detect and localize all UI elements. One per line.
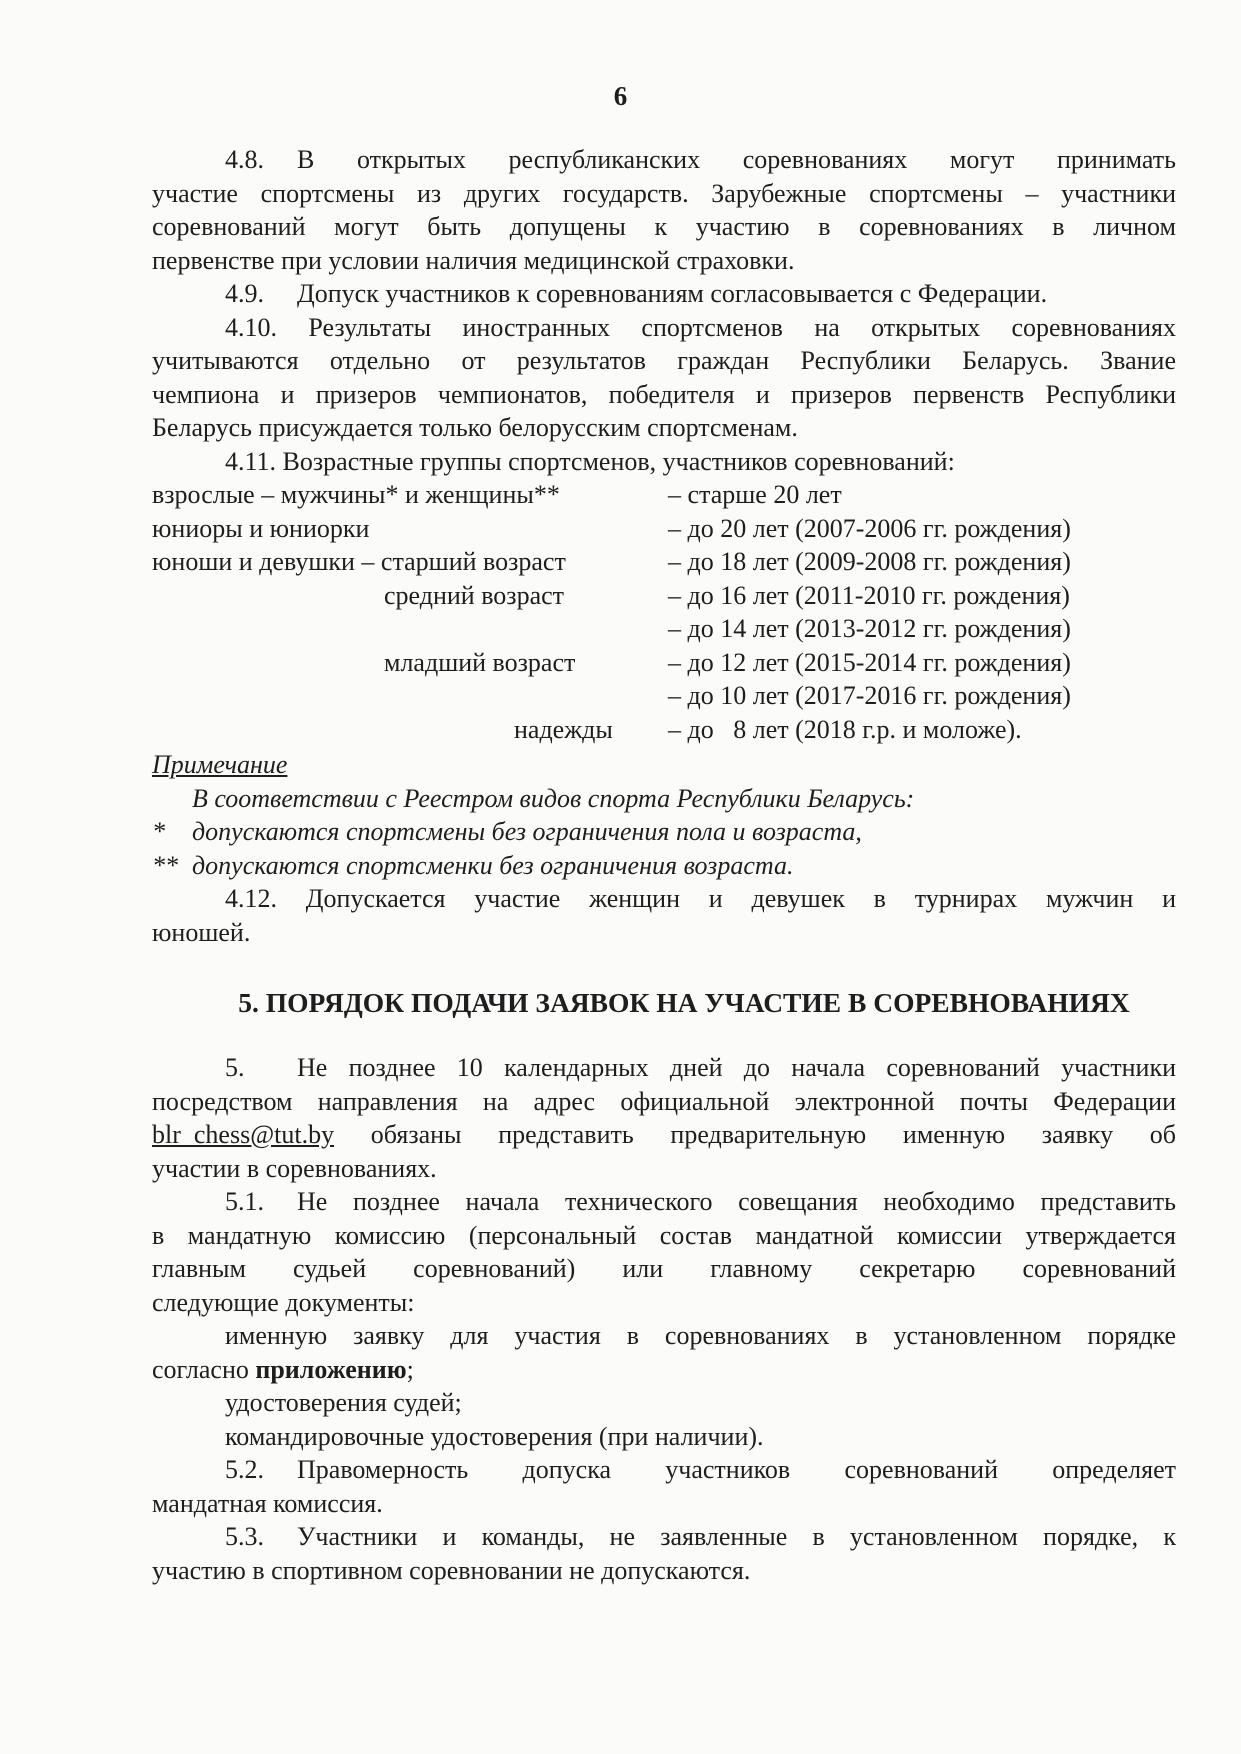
age-groups-table xyxy=(152,478,1176,746)
paragraph-5-1 xyxy=(152,1185,1176,1319)
note-item xyxy=(152,815,1176,849)
paragraph-line: участии в соревнованиях. xyxy=(152,1153,437,1183)
paragraph-number: 5.1. xyxy=(225,1187,264,1216)
age-group-range: – до 10 лет (2017-2016 гг. рождения) xyxy=(668,681,1071,710)
note-title: Примечание xyxy=(152,750,288,779)
document-body xyxy=(152,143,1176,1587)
note-text: допускаются спортсмены без ограничения пола и возраста, xyxy=(192,817,862,846)
section-heading: 5. ПОРЯДОК ПОДАЧИ ЗАЯВОК НА УЧАСТИЕ В СОРЕВНОВАНИЯХ xyxy=(238,987,1130,1018)
paragraph-number: 5. xyxy=(225,1053,245,1082)
paragraph-text: Не позднее начала технического совещания необходимо представить xyxy=(297,1187,1176,1216)
paragraph-number: 4.8. xyxy=(225,145,264,174)
age-group-range: – старше 20 лет xyxy=(668,480,842,509)
note-item xyxy=(152,849,1176,883)
paragraph-line: следующие документы: xyxy=(152,1287,415,1317)
paragraph-number: 5.3. xyxy=(225,1522,264,1551)
paragraph-4-10 xyxy=(152,311,1176,445)
paragraph-line: соревнований могут быть допущены к участию в соревнованиях в личном xyxy=(152,212,1176,241)
paragraph-line: 4.10. Результаты иностранных спортсменов на открытых соревнованиях xyxy=(225,312,1176,342)
paragraph-5-2 xyxy=(152,1453,1176,1520)
paragraph-line: 4.12. Допускается участие женщин и девушек в турнирах мужчин и xyxy=(225,884,1176,913)
paragraph-5 xyxy=(152,1051,1176,1185)
age-row xyxy=(152,646,1176,680)
paragraph-line: мандатная комиссия. xyxy=(152,1488,383,1518)
age-group-label: взрослые – мужчины* и женщины** xyxy=(152,480,560,509)
list-item-continuation xyxy=(152,1353,1176,1387)
age-group-label: средний возраст xyxy=(384,580,565,610)
list-text: согласно xyxy=(152,1354,256,1384)
age-group-range: – до 12 лет (2015-2014 гг. рождения) xyxy=(668,647,1071,677)
paragraph-line: чемпиона и призеров чемпионатов, победителя и призеров первенств Республики xyxy=(152,379,1176,409)
list-text: ; xyxy=(406,1354,414,1384)
paragraph-4-11: 4.11. Возрастные группы спортсменов, участников соревнований: xyxy=(225,446,955,476)
paragraph-line: первенстве при условии наличия медицинской страховки. xyxy=(152,245,795,275)
age-row xyxy=(152,545,1176,579)
list-item: командировочные удостоверения (при наличии). xyxy=(225,1421,764,1451)
age-group-range: – до 18 лет (2009-2008 гг. рождения) xyxy=(668,547,1071,576)
list-item: удостоверения судей; xyxy=(225,1388,462,1417)
paragraph-line: Беларусь присуждается только белорусским спортсменам. xyxy=(152,413,798,442)
age-row xyxy=(152,679,1176,713)
age-group-label: юниоры и юниорки xyxy=(152,513,370,543)
age-row xyxy=(152,512,1176,546)
paragraph-5-3 xyxy=(152,1520,1176,1587)
age-group-range: – до 20 лет (2007-2006 гг. рождения) xyxy=(668,513,1071,543)
paragraph-line: посредством направления на адрес официальной электронной почты Федерации xyxy=(152,1086,1176,1116)
paragraph-4-9 xyxy=(152,277,1176,311)
page-number: 6 xyxy=(613,81,628,111)
paragraph-text: обязаны представить предварительную именную заявку об xyxy=(334,1120,1176,1149)
age-group-range: – до 16 лет (2011-2010 гг. рождения) xyxy=(668,580,1070,610)
paragraph-text: Допуск участников к соревнованиям согласовывается с Федерации. xyxy=(297,279,1048,308)
age-group-range: – до 8 лет (2018 г.р. и моложе). xyxy=(668,714,1022,744)
paragraph-line: учитываются отдельно от результатов граждан Республики Беларусь. Звание xyxy=(152,346,1176,375)
paragraph-text: Не позднее 10 календарных дней до начала соревнований участники xyxy=(297,1053,1176,1082)
appendix-reference: приложению xyxy=(255,1354,407,1384)
age-row xyxy=(152,579,1176,613)
paragraph-4-8 xyxy=(152,143,1176,277)
note-marker: ** xyxy=(152,850,178,880)
age-row xyxy=(152,713,1176,747)
note-block xyxy=(152,748,1176,882)
age-group-label: юноши и девушки – старший возраст xyxy=(152,547,566,576)
paragraph-text: Участники и команды, не заявленные в установленном порядке, к xyxy=(297,1522,1176,1551)
age-group-label: надежды xyxy=(514,714,613,744)
paragraph-line: юношей. xyxy=(152,917,251,947)
paragraph-number: 5.2. xyxy=(225,1455,264,1484)
note-intro: В соответствии с Реестром видов спорта Республики Беларусь: xyxy=(192,783,915,813)
note-text: допускаются спортсменки без ограничения возраста. xyxy=(192,850,794,880)
paragraph-text: В открытых республиканских соревнованиях могут принимать xyxy=(297,145,1176,174)
paragraph-line: в мандатную комиссию (персональный состав мандатной комиссии утверждается xyxy=(152,1220,1176,1250)
documents-list xyxy=(152,1319,1176,1453)
paragraph-line: главным судьей соревнований) или главному секретарю соревнований xyxy=(152,1254,1176,1283)
age-group-range: – до 14 лет (2013-2012 гг. рождения) xyxy=(668,614,1071,643)
age-row xyxy=(152,478,1176,512)
age-group-label: младший возраст xyxy=(384,647,576,677)
list-item: именную заявку для участия в соревнованиях в установленном порядке xyxy=(225,1321,1176,1350)
paragraph-text: Правомерность допуска участников соревнований определяет xyxy=(297,1455,1176,1484)
paragraph-line: участию в спортивном соревновании не допускаются. xyxy=(152,1555,751,1585)
paragraph-4-12 xyxy=(152,882,1176,949)
note-marker: * xyxy=(152,817,165,846)
paragraph-number: 4.9. xyxy=(225,279,264,308)
age-row xyxy=(152,612,1176,646)
paragraph-line: участие спортсмены из других государств. Зарубежные спортсмены – участники xyxy=(152,178,1176,208)
email-link[interactable]: blr_chess@tut.by xyxy=(152,1120,335,1149)
